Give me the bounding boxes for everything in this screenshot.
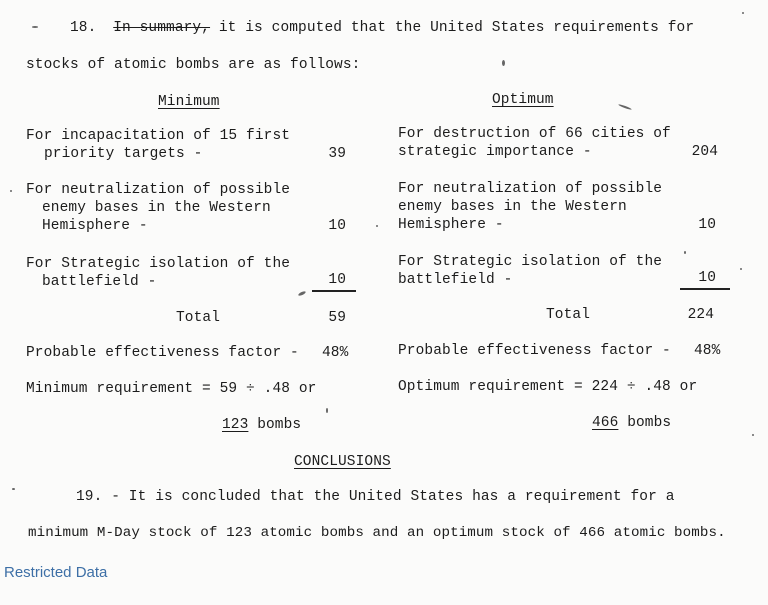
minimum-row-2-line3 bbox=[26, 218, 148, 235]
minimum-effectiveness-label: Probable effectiveness factor - bbox=[26, 345, 299, 361]
optimum-row-2-line3 bbox=[398, 217, 504, 234]
optimum-result bbox=[592, 415, 671, 432]
optimum-row-2-line3-text: Hemisphere - bbox=[398, 217, 504, 233]
minimum-total-label: Total bbox=[176, 310, 221, 326]
optimum-effectiveness-value: 48% bbox=[694, 343, 721, 359]
scan-speck bbox=[742, 12, 744, 14]
para18-line2: stocks of atomic bombs are as follows: bbox=[26, 57, 361, 73]
minimum-result-number: 123 bbox=[222, 417, 249, 433]
para19-line1: 19. - It is concluded that the United States has a requirement for a bbox=[76, 489, 675, 505]
scan-speck bbox=[10, 190, 12, 192]
scan-speck bbox=[502, 60, 505, 66]
minimum-row-3-value: 10 bbox=[328, 272, 346, 288]
optimum-row-2-line2-text: enemy bases in the Western bbox=[398, 199, 627, 215]
optimum-result-unit: bombs bbox=[618, 415, 672, 431]
optimum-row-1-line2 bbox=[398, 144, 592, 161]
scan-speck bbox=[752, 434, 754, 436]
optimum-row-3-line2 bbox=[398, 272, 512, 289]
optimum-result-number: 466 bbox=[592, 415, 619, 431]
scan-mark bbox=[32, 26, 38, 28]
minimum-total-value: 59 bbox=[328, 310, 346, 326]
optimum-effectiveness-label: Probable effectiveness factor - bbox=[398, 343, 671, 359]
optimum-row-1-line1: For destruction of 66 cities of bbox=[398, 126, 671, 142]
optimum-row-3-line1: For Strategic isolation of the bbox=[398, 254, 663, 270]
minimum-row-2-line2 bbox=[26, 200, 271, 217]
scan-speck bbox=[376, 225, 378, 227]
minimum-row-2-line1: For neutralization of possible bbox=[26, 182, 291, 198]
conclusions-heading: CONCLUSIONS bbox=[294, 454, 391, 470]
minimum-row-1-line2 bbox=[26, 146, 202, 163]
minimum-row-1-line1: For incapacitation of 15 first bbox=[26, 128, 291, 144]
minimum-heading: Minimum bbox=[158, 94, 220, 110]
optimum-row-1-line2-text: strategic importance - bbox=[398, 144, 592, 160]
optimum-sum-rule bbox=[680, 288, 730, 290]
optimum-row-1-value: 204 bbox=[691, 144, 718, 160]
optimum-row-2-value: 10 bbox=[698, 217, 716, 233]
scan-speck bbox=[684, 251, 686, 254]
scan-speck bbox=[740, 268, 742, 270]
minimum-row-3-line2 bbox=[26, 274, 156, 291]
optimum-heading: Optimum bbox=[492, 92, 554, 108]
para18-text: it is computed that the United States requirements for bbox=[210, 20, 695, 36]
scan-speck bbox=[12, 488, 15, 490]
para18-struck-text: In summary, bbox=[113, 20, 211, 36]
minimum-requirement: Minimum requirement = 59 ÷ .48 or bbox=[26, 381, 317, 397]
minimum-row-1-line2-text: priority targets - bbox=[44, 146, 203, 162]
minimum-row-2-value: 10 bbox=[328, 218, 346, 234]
scan-speck bbox=[298, 290, 307, 296]
optimum-row-3-value: 10 bbox=[698, 270, 716, 286]
para18-number: 18. bbox=[70, 20, 97, 36]
optimum-row-2-line1: For neutralization of possible bbox=[398, 181, 663, 197]
scan-speck bbox=[618, 104, 632, 111]
minimum-row-3-line2-text: battlefield - bbox=[42, 274, 157, 290]
minimum-row-2-line2-text: enemy bases in the Western bbox=[42, 200, 271, 216]
scan-speck bbox=[326, 408, 328, 413]
optimum-total-value: 224 bbox=[687, 307, 714, 323]
minimum-result-unit: bombs bbox=[248, 417, 302, 433]
minimum-row-3-line1: For Strategic isolation of the bbox=[26, 256, 291, 272]
optimum-total-label: Total bbox=[546, 307, 591, 323]
minimum-sum-rule bbox=[312, 290, 356, 292]
optimum-row-2-line2 bbox=[398, 199, 627, 216]
optimum-requirement: Optimum requirement = 224 ÷ .48 or bbox=[398, 379, 698, 395]
minimum-effectiveness-value: 48% bbox=[322, 345, 349, 361]
optimum-row-3-line2-text: battlefield - bbox=[398, 272, 513, 288]
para19-line2: minimum M-Day stock of 123 atomic bombs and an optimum stock of 466 atomic bombs. bbox=[28, 525, 726, 541]
minimum-row-2-line3-text: Hemisphere - bbox=[42, 218, 148, 234]
restricted-data-link[interactable]: Restricted Data bbox=[4, 564, 108, 581]
minimum-result bbox=[222, 417, 301, 434]
minimum-row-1-value: 39 bbox=[328, 146, 346, 162]
para18-line1 bbox=[30, 20, 694, 37]
